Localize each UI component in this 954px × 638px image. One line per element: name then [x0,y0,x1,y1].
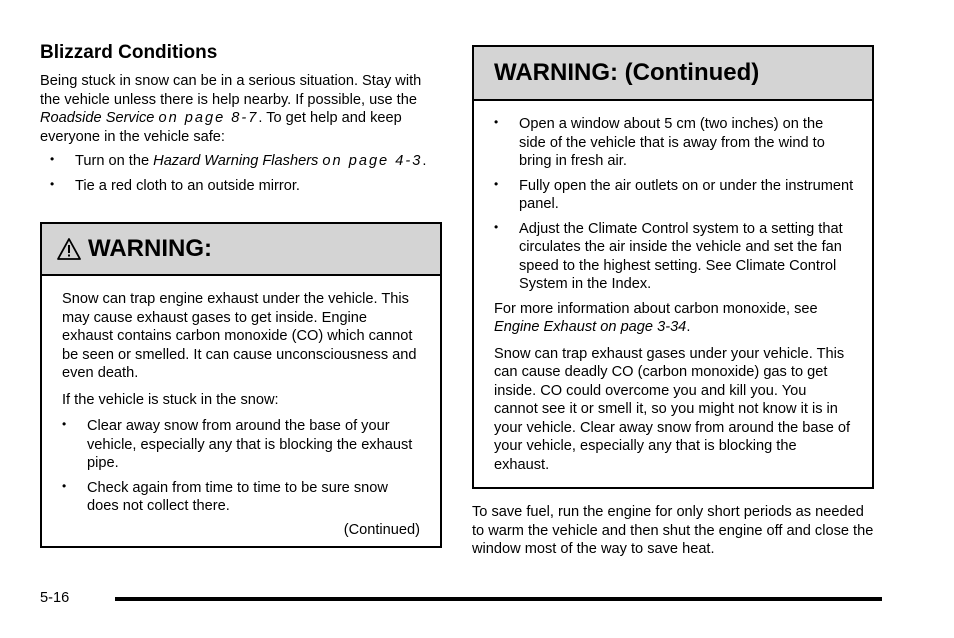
bullet-icon: • [62,478,67,493]
list-item: • Check again from time to time to be sure snow does not collect there. [62,478,388,514]
warning-continued-bullet-list [494,115,854,294]
warning-triangle-icon [56,237,82,261]
blizzard-bullet-list [40,152,442,195]
list-item: • Tie a red cloth to an outside mirror. [50,176,300,194]
list-item: • Open a window about 5 cm (two inches) on the side of the vehicle that is away from the wind to bring in fresh air. [494,115,825,169]
bullet-icon: • [50,152,55,166]
page-number: 5-16 [40,590,70,606]
left-column [40,42,442,201]
list-item: • Clear away snow from around the base of your vehicle, especially any that is blocking the exhaust pipe. [62,417,413,471]
engine-exhaust-reference[interactable]: Engine Exhaust on page 3-34 [494,319,687,335]
list-item: • Adjust the Climate Control system to a setting that circulates the air inside the vehicle and set the fan speed to the highest setting. See Climate Control System in the Index. [494,219,843,292]
warning-paragraph: If the vehicle is stuck in the snow: [62,391,279,408]
bullet-icon: • [494,115,499,129]
list-item: • Turn on the Hazard Warning Flashers on page 4-3. [50,152,427,169]
warning-paragraph: Snow can trap exhaust gases under your vehicle. This can cause deadly CO (carbon monoxide) gas to get inside. CO could overcome you and kill you. You cannot see it or smell it, so you might not know it is in your vehicle. Clear away snow from around the base of your vehicle, especially any that is blocking the exhaust. [494,345,851,473]
warning-paragraph: Snow can trap engine exhaust under the vehicle. This may cause exhaust gases to get inside. Engine exhaust contains carbon monoxide (CO) which cannot be seen or smelled. It can cause unconsciousness and even death. [62,291,417,381]
warning-continued-heading: WARNING: (Continued) [494,59,760,86]
warning-continued-body [474,101,872,492]
warning-box [40,222,442,548]
warning-continued-header [474,47,872,101]
warning-bullet-list [62,417,420,516]
footer-rule [115,597,882,601]
warning-body [42,276,440,548]
intro-paragraph [40,72,442,146]
bullet-icon: • [494,176,499,191]
carbon-monoxide-info: For more information about carbon monoxide, see Engine Exhaust on page 3-34. [494,300,818,335]
warning-heading: WARNING: [88,235,212,262]
continued-label: (Continued) [343,521,420,538]
warning-header [42,224,440,276]
bullet-icon: • [50,176,55,191]
list-item: • Fully open the air outlets on or under the instrument panel. [494,176,854,212]
roadside-service-page-reference[interactable]: on page 8-7 [158,110,259,126]
roadside-service-reference[interactable]: Roadside Service [40,110,155,126]
section-title: Blizzard Conditions [40,42,218,63]
fuel-tip-paragraph: To save fuel, run the engine for only short periods as needed to warm the vehicle and then shut the engine off and close the window most of the way to save heat. [472,504,874,557]
bullet-icon: • [62,417,67,431]
intro-text-end: . To get help and keep everyone in the vehicle safe: [40,110,402,145]
hazard-flashers-reference[interactable]: Hazard Warning Flashers [153,153,319,169]
warning-continued-box [472,45,874,489]
bullet-icon: • [494,219,499,234]
hazard-flashers-page-reference[interactable]: on page 4-3 [322,153,423,169]
intro-text-start: Being stuck in snow can be in a serious situation. Stay with the vehicle unless there is help nearby. If possible, use the [40,73,422,108]
